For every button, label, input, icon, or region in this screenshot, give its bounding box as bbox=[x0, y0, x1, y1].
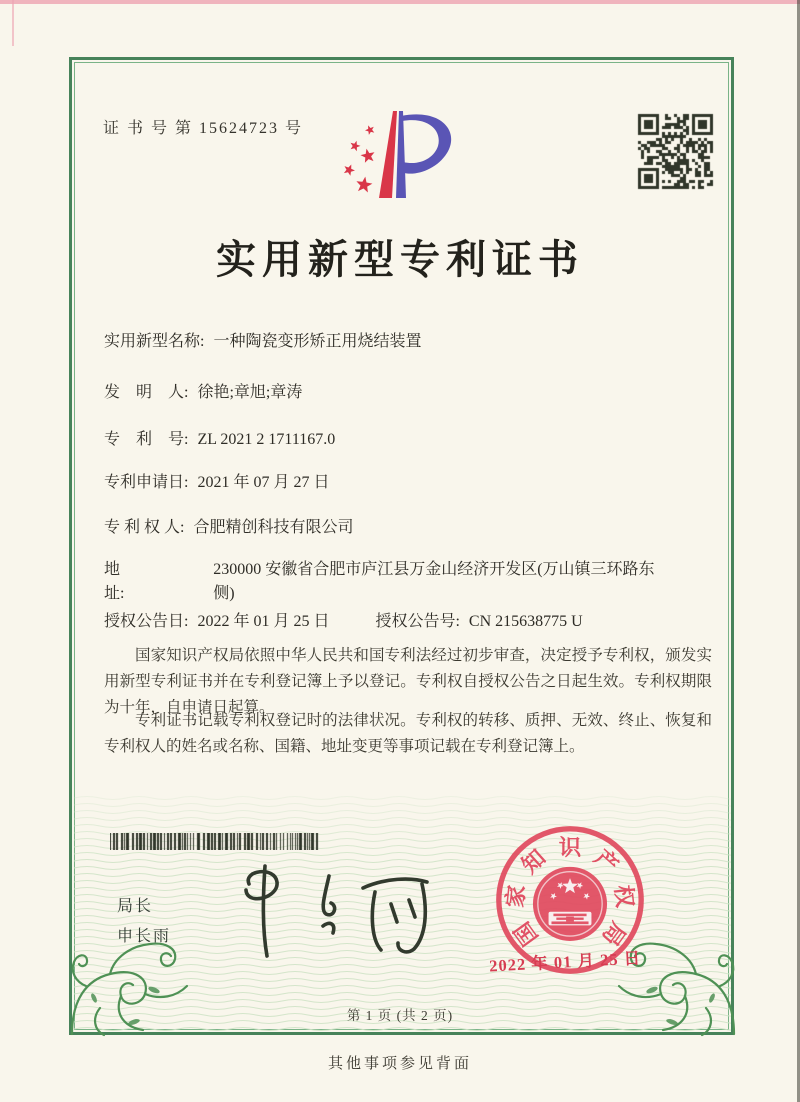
field-label: 专 利 权 人: bbox=[104, 519, 185, 536]
svg-text:局: 局 bbox=[597, 917, 631, 951]
field-row-filing-date bbox=[104, 469, 329, 492]
barcode bbox=[110, 833, 320, 850]
signature bbox=[225, 856, 435, 961]
svg-text:权: 权 bbox=[610, 883, 638, 909]
certificate-title: 实用新型专利证书 bbox=[216, 237, 584, 282]
field-label: 实用新型名称: bbox=[104, 333, 205, 350]
field-value: 2021 年 07 月 27 日 bbox=[197, 474, 330, 491]
field-label: 专利申请日: bbox=[104, 474, 189, 491]
cnipa-logo-icon bbox=[342, 108, 472, 206]
grant-date-value: 2022 年 01 月 25 日 bbox=[197, 613, 330, 630]
field-row-patent-number bbox=[104, 426, 335, 449]
grant-number-label: 授权公告号: bbox=[375, 613, 460, 630]
field-value: 一种陶瓷变形矫正用烧结装置 bbox=[213, 333, 422, 350]
field-row-patentee bbox=[104, 514, 353, 537]
commissioner-name: 申长雨 bbox=[117, 928, 172, 945]
field-row-address bbox=[104, 558, 664, 606]
field-label: 专 利 号: bbox=[104, 431, 189, 448]
field-row-inventors bbox=[104, 379, 302, 402]
scan-edge-top bbox=[0, 0, 800, 4]
svg-text:识: 识 bbox=[558, 835, 582, 861]
body-paragraph-1: 国家知识产权局依照中华人民共和国专利法经过初步审查，决定授予专利权，颁发实用新型专利证书并在专利登记簿上予以登记。专利权自授权公告之日起生效。专利权期限为十年，自申请日起算。 bbox=[104, 647, 712, 716]
field-value: 徐艳;章旭;章涛 bbox=[197, 384, 303, 401]
commissioner-title: 局长 bbox=[117, 898, 154, 915]
field-value: 230000 安徽省合肥市庐江县万金山经济开发区(万山镇三环路东侧) bbox=[213, 561, 655, 602]
field-value: ZL 2021 2 1711167.0 bbox=[197, 431, 336, 448]
certificate-number: 证 书 号 第 15624723 号 bbox=[103, 120, 304, 137]
field-row-name bbox=[104, 328, 421, 351]
grant-number-value: CN 215638775 U bbox=[468, 613, 583, 630]
svg-text:产: 产 bbox=[589, 844, 624, 879]
field-value: 合肥精创科技有限公司 bbox=[193, 519, 354, 536]
field-label: 发 明 人: bbox=[104, 384, 189, 401]
scan-edge-left bbox=[12, 0, 14, 46]
body-paragraph-2: 专利证书记载专利权登记时的法律状况。专利权的转移、质押、无效、终止、恢复和专利权人的姓名或名称、国籍、地址变更等事项记载在专利登记簿上。 bbox=[104, 712, 712, 755]
field-label: 地 址: bbox=[104, 561, 185, 602]
field-row-grant bbox=[104, 608, 583, 631]
svg-text:国: 国 bbox=[509, 917, 543, 951]
svg-text:家: 家 bbox=[502, 883, 530, 909]
grant-date-label: 授权公告日: bbox=[104, 613, 189, 630]
page-number: 第 1 页 (共 2 页) bbox=[346, 1008, 454, 1023]
qr-code bbox=[637, 113, 715, 191]
back-note: 其他事项参见背面 bbox=[327, 1056, 472, 1072]
svg-text:知: 知 bbox=[516, 844, 551, 879]
seal-date: 2022 年 01 月 25 日 bbox=[488, 948, 642, 976]
